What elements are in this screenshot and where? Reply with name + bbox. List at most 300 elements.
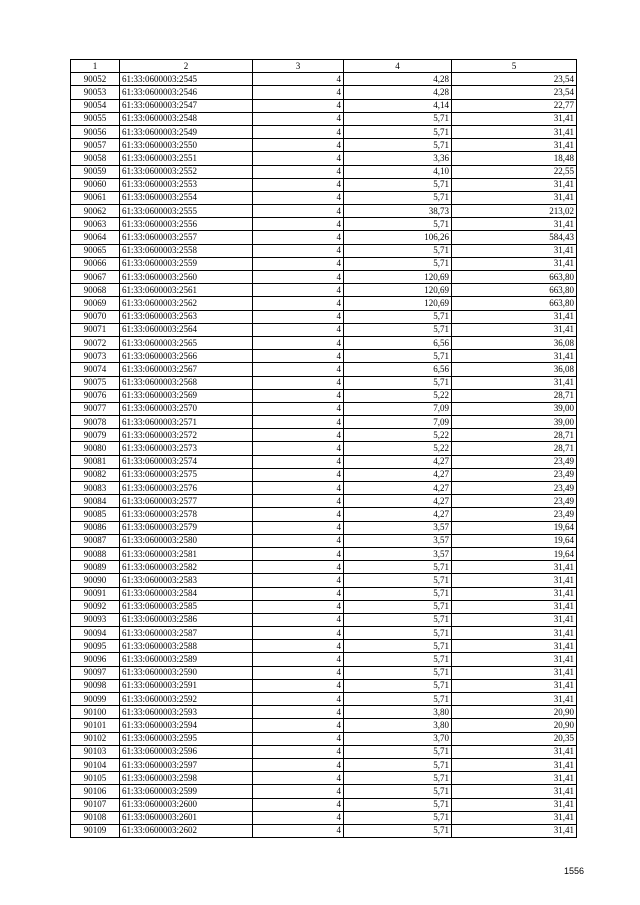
table-cell-col-3: 4 xyxy=(253,640,344,653)
table-cell-col-2: 61:33:0600003:2588 xyxy=(120,640,253,653)
table-cell-col-1: 90054 xyxy=(71,99,120,112)
table-cell-col-1: 90075 xyxy=(71,376,120,389)
table-cell-col-3: 4 xyxy=(253,534,344,547)
table-row xyxy=(71,732,577,745)
table-cell-col-5: 31,41 xyxy=(452,772,577,785)
table-cell-col-5: 31,41 xyxy=(452,745,577,758)
table-cell-col-5: 31,41 xyxy=(452,257,577,270)
table-cell-col-1: 90099 xyxy=(71,693,120,706)
table-cell-col-1: 90083 xyxy=(71,482,120,495)
table-cell-col-5: 28,71 xyxy=(452,429,577,442)
table-cell-col-2: 61:33:0600003:2557 xyxy=(120,231,253,244)
table-cell-col-5: 39,00 xyxy=(452,402,577,415)
table-cell-col-2: 61:33:0600003:2548 xyxy=(120,112,253,125)
table-cell-col-2: 61:33:0600003:2595 xyxy=(120,732,253,745)
table-row xyxy=(71,152,577,165)
table-cell-col-1: 90103 xyxy=(71,745,120,758)
table-cell-col-3: 4 xyxy=(253,310,344,323)
table-cell-col-2: 61:33:0600003:2560 xyxy=(120,271,253,284)
table-cell-col-3: 4 xyxy=(253,350,344,363)
table-cell-col-4: 7,09 xyxy=(344,416,452,429)
table-cell-col-1: 90060 xyxy=(71,178,120,191)
table-cell-col-2: 61:33:0600003:2553 xyxy=(120,178,253,191)
table-cell-col-3: 4 xyxy=(253,402,344,415)
table-cell-col-2: 61:33:0600003:2600 xyxy=(120,798,253,811)
table-row xyxy=(71,389,577,402)
table-cell-col-3: 4 xyxy=(253,218,344,231)
table-cell-col-3: 4 xyxy=(253,139,344,152)
table-cell-col-4: 3,57 xyxy=(344,521,452,534)
table-cell-col-4: 5,71 xyxy=(344,758,452,771)
table-cell-col-1: 90082 xyxy=(71,468,120,481)
table-cell-col-2: 61:33:0600003:2578 xyxy=(120,508,253,521)
table-row xyxy=(71,257,577,270)
table-cell-col-5: 20,35 xyxy=(452,732,577,745)
column-header-1: 1 xyxy=(71,60,120,73)
table-cell-col-5: 31,41 xyxy=(452,191,577,204)
table-cell-col-3: 4 xyxy=(253,455,344,468)
table-row xyxy=(71,811,577,824)
table-row xyxy=(71,323,577,336)
table-row xyxy=(71,297,577,310)
table-cell-col-5: 22,77 xyxy=(452,99,577,112)
table-cell-col-3: 4 xyxy=(253,811,344,824)
table-cell-col-2: 61:33:0600003:2570 xyxy=(120,402,253,415)
table-cell-col-1: 90071 xyxy=(71,323,120,336)
table-cell-col-2: 61:33:0600003:2594 xyxy=(120,719,253,732)
table-cell-col-3: 4 xyxy=(253,798,344,811)
table-cell-col-3: 4 xyxy=(253,178,344,191)
table-row xyxy=(71,679,577,692)
table-row xyxy=(71,231,577,244)
table-row xyxy=(71,139,577,152)
table-cell-col-1: 90089 xyxy=(71,561,120,574)
table-body xyxy=(71,73,577,838)
table-cell-col-3: 4 xyxy=(253,785,344,798)
table-cell-col-3: 4 xyxy=(253,429,344,442)
table-cell-col-3: 4 xyxy=(253,152,344,165)
table-cell-col-3: 4 xyxy=(253,244,344,257)
table-cell-col-1: 90076 xyxy=(71,389,120,402)
column-header-4: 4 xyxy=(344,60,452,73)
table-row xyxy=(71,706,577,719)
table-cell-col-2: 61:33:0600003:2568 xyxy=(120,376,253,389)
table-row xyxy=(71,99,577,112)
table-cell-col-2: 61:33:0600003:2558 xyxy=(120,244,253,257)
table-row xyxy=(71,495,577,508)
table-cell-col-1: 90077 xyxy=(71,402,120,415)
table-cell-col-4: 4,28 xyxy=(344,73,452,86)
table-cell-col-3: 4 xyxy=(253,547,344,560)
table-cell-col-1: 90063 xyxy=(71,218,120,231)
table-cell-col-3: 4 xyxy=(253,745,344,758)
data-table xyxy=(70,59,577,838)
table-cell-col-4: 5,71 xyxy=(344,772,452,785)
table-cell-col-1: 90086 xyxy=(71,521,120,534)
table-cell-col-3: 4 xyxy=(253,587,344,600)
table-cell-col-4: 3,70 xyxy=(344,732,452,745)
table-cell-col-2: 61:33:0600003:2547 xyxy=(120,99,253,112)
table-row xyxy=(71,547,577,560)
table-cell-col-2: 61:33:0600003:2545 xyxy=(120,73,253,86)
table-cell-col-1: 90107 xyxy=(71,798,120,811)
table-cell-col-1: 90052 xyxy=(71,73,120,86)
table-row xyxy=(71,363,577,376)
table-cell-col-5: 31,41 xyxy=(452,640,577,653)
table-cell-col-5: 31,41 xyxy=(452,693,577,706)
table-cell-col-2: 61:33:0600003:2546 xyxy=(120,86,253,99)
table-cell-col-5: 36,08 xyxy=(452,363,577,376)
table-cell-col-1: 90068 xyxy=(71,284,120,297)
table-cell-col-4: 5,71 xyxy=(344,824,452,837)
table-cell-col-2: 61:33:0600003:2597 xyxy=(120,758,253,771)
table-cell-col-1: 90090 xyxy=(71,574,120,587)
table-cell-col-5: 20,90 xyxy=(452,719,577,732)
table-row xyxy=(71,666,577,679)
table-row xyxy=(71,178,577,191)
table-cell-col-2: 61:33:0600003:2584 xyxy=(120,587,253,600)
table-cell-col-2: 61:33:0600003:2602 xyxy=(120,824,253,837)
table-cell-col-4: 5,71 xyxy=(344,178,452,191)
table-row xyxy=(71,574,577,587)
table-cell-col-4: 7,09 xyxy=(344,402,452,415)
table-cell-col-1: 90055 xyxy=(71,112,120,125)
table-cell-col-3: 4 xyxy=(253,416,344,429)
table-cell-col-2: 61:33:0600003:2556 xyxy=(120,218,253,231)
table-row xyxy=(71,521,577,534)
table-cell-col-1: 90058 xyxy=(71,152,120,165)
table-cell-col-5: 213,02 xyxy=(452,205,577,218)
table-cell-col-5: 31,41 xyxy=(452,627,577,640)
table-cell-col-2: 61:33:0600003:2565 xyxy=(120,336,253,349)
table-cell-col-1: 90070 xyxy=(71,310,120,323)
table-cell-col-3: 4 xyxy=(253,732,344,745)
table-cell-col-1: 90109 xyxy=(71,824,120,837)
table-row xyxy=(71,442,577,455)
table-header-row xyxy=(71,60,577,73)
table-cell-col-3: 4 xyxy=(253,231,344,244)
table-cell-col-2: 61:33:0600003:2585 xyxy=(120,600,253,613)
table-row xyxy=(71,640,577,653)
table-cell-col-4: 5,71 xyxy=(344,613,452,626)
table-cell-col-1: 90108 xyxy=(71,811,120,824)
table-row xyxy=(71,191,577,204)
table-row xyxy=(71,613,577,626)
table-cell-col-2: 61:33:0600003:2582 xyxy=(120,561,253,574)
table-cell-col-4: 5,71 xyxy=(344,666,452,679)
table-cell-col-4: 5,71 xyxy=(344,574,452,587)
table-cell-col-3: 4 xyxy=(253,99,344,112)
table-cell-col-2: 61:33:0600003:2566 xyxy=(120,350,253,363)
table-cell-col-4: 5,71 xyxy=(344,244,452,257)
table-cell-col-5: 19,64 xyxy=(452,521,577,534)
table-row xyxy=(71,86,577,99)
table-cell-col-2: 61:33:0600003:2576 xyxy=(120,482,253,495)
table-cell-col-3: 4 xyxy=(253,336,344,349)
table-cell-col-4: 5,71 xyxy=(344,811,452,824)
table-cell-col-3: 4 xyxy=(253,508,344,521)
table-cell-col-3: 4 xyxy=(253,758,344,771)
table-cell-col-4: 3,57 xyxy=(344,534,452,547)
table-cell-col-4: 5,71 xyxy=(344,561,452,574)
table-cell-col-1: 90094 xyxy=(71,627,120,640)
table-cell-col-1: 90105 xyxy=(71,772,120,785)
table-row xyxy=(71,482,577,495)
page-number: 1556 xyxy=(563,866,584,876)
table-cell-col-1: 90101 xyxy=(71,719,120,732)
table-cell-col-1: 90095 xyxy=(71,640,120,653)
table-cell-col-1: 90072 xyxy=(71,336,120,349)
table-cell-col-5: 28,71 xyxy=(452,442,577,455)
table-cell-col-1: 90059 xyxy=(71,165,120,178)
table-cell-col-4: 5,71 xyxy=(344,679,452,692)
table-cell-col-4: 4,27 xyxy=(344,455,452,468)
table-cell-col-5: 31,41 xyxy=(452,679,577,692)
table-cell-col-5: 31,41 xyxy=(452,574,577,587)
table-cell-col-4: 5,71 xyxy=(344,310,452,323)
table-cell-col-4: 5,71 xyxy=(344,587,452,600)
table-cell-col-3: 4 xyxy=(253,323,344,336)
table-cell-col-4: 5,71 xyxy=(344,653,452,666)
table-cell-col-1: 90091 xyxy=(71,587,120,600)
table-row xyxy=(71,600,577,613)
table-cell-col-2: 61:33:0600003:2552 xyxy=(120,165,253,178)
table-row xyxy=(71,719,577,732)
table-cell-col-5: 31,41 xyxy=(452,178,577,191)
table-cell-col-2: 61:33:0600003:2598 xyxy=(120,772,253,785)
table-cell-col-3: 4 xyxy=(253,495,344,508)
table-cell-col-5: 584,43 xyxy=(452,231,577,244)
table-row xyxy=(71,218,577,231)
table-cell-col-3: 4 xyxy=(253,706,344,719)
table-cell-col-3: 4 xyxy=(253,521,344,534)
table-row xyxy=(71,587,577,600)
table-cell-col-4: 5,71 xyxy=(344,785,452,798)
table-cell-col-5: 31,41 xyxy=(452,587,577,600)
table-cell-col-1: 90061 xyxy=(71,191,120,204)
table-cell-col-2: 61:33:0600003:2596 xyxy=(120,745,253,758)
table-row xyxy=(71,73,577,86)
table-cell-col-1: 90078 xyxy=(71,416,120,429)
table-cell-col-2: 61:33:0600003:2589 xyxy=(120,653,253,666)
table-cell-col-4: 4,27 xyxy=(344,468,452,481)
table-cell-col-2: 61:33:0600003:2593 xyxy=(120,706,253,719)
table-cell-col-2: 61:33:0600003:2564 xyxy=(120,323,253,336)
table-row xyxy=(71,112,577,125)
table-cell-col-3: 4 xyxy=(253,363,344,376)
table-cell-col-2: 61:33:0600003:2601 xyxy=(120,811,253,824)
table-cell-col-2: 61:33:0600003:2551 xyxy=(120,152,253,165)
table-row xyxy=(71,758,577,771)
table-cell-col-3: 4 xyxy=(253,679,344,692)
table-cell-col-1: 90057 xyxy=(71,139,120,152)
table-cell-col-4: 120,69 xyxy=(344,271,452,284)
table-cell-col-3: 4 xyxy=(253,719,344,732)
table-cell-col-3: 4 xyxy=(253,666,344,679)
table-cell-col-1: 90084 xyxy=(71,495,120,508)
table-cell-col-3: 4 xyxy=(253,86,344,99)
table-cell-col-4: 106,26 xyxy=(344,231,452,244)
table-cell-col-2: 61:33:0600003:2599 xyxy=(120,785,253,798)
column-header-5: 5 xyxy=(452,60,577,73)
table-cell-col-2: 61:33:0600003:2561 xyxy=(120,284,253,297)
table-cell-col-1: 90066 xyxy=(71,257,120,270)
table-cell-col-2: 61:33:0600003:2572 xyxy=(120,429,253,442)
table-cell-col-3: 4 xyxy=(253,376,344,389)
table-cell-col-3: 4 xyxy=(253,613,344,626)
table-cell-col-5: 23,49 xyxy=(452,455,577,468)
table-cell-col-3: 4 xyxy=(253,772,344,785)
table-cell-col-1: 90053 xyxy=(71,86,120,99)
table-cell-col-5: 18,48 xyxy=(452,152,577,165)
table-row xyxy=(71,376,577,389)
table-row xyxy=(71,271,577,284)
table-cell-col-1: 90085 xyxy=(71,508,120,521)
table-row xyxy=(71,561,577,574)
table-cell-col-3: 4 xyxy=(253,73,344,86)
table-cell-col-1: 90097 xyxy=(71,666,120,679)
table-row xyxy=(71,772,577,785)
table-row xyxy=(71,402,577,415)
table-cell-col-3: 4 xyxy=(253,297,344,310)
table-cell-col-3: 4 xyxy=(253,693,344,706)
table-cell-col-1: 90102 xyxy=(71,732,120,745)
table-cell-col-3: 4 xyxy=(253,574,344,587)
table-cell-col-1: 90064 xyxy=(71,231,120,244)
table-row xyxy=(71,534,577,547)
table-cell-col-5: 31,41 xyxy=(452,811,577,824)
table-cell-col-4: 3,36 xyxy=(344,152,452,165)
table-cell-col-1: 90079 xyxy=(71,429,120,442)
table-cell-col-3: 4 xyxy=(253,205,344,218)
table-cell-col-1: 90081 xyxy=(71,455,120,468)
table-cell-col-2: 61:33:0600003:2559 xyxy=(120,257,253,270)
table-cell-col-4: 5,71 xyxy=(344,693,452,706)
table-cell-col-4: 4,10 xyxy=(344,165,452,178)
table-cell-col-3: 4 xyxy=(253,165,344,178)
table-row xyxy=(71,798,577,811)
table-cell-col-4: 5,71 xyxy=(344,627,452,640)
table-cell-col-2: 61:33:0600003:2586 xyxy=(120,613,253,626)
table-row xyxy=(71,508,577,521)
table-cell-col-4: 5,71 xyxy=(344,191,452,204)
table-cell-col-1: 90100 xyxy=(71,706,120,719)
table-cell-col-4: 120,69 xyxy=(344,284,452,297)
table-cell-col-4: 6,56 xyxy=(344,336,452,349)
table-cell-col-5: 663,80 xyxy=(452,284,577,297)
table-row xyxy=(71,165,577,178)
table-row xyxy=(71,455,577,468)
table-row xyxy=(71,350,577,363)
table-cell-col-1: 90104 xyxy=(71,758,120,771)
table-cell-col-5: 36,08 xyxy=(452,336,577,349)
table-cell-col-2: 61:33:0600003:2569 xyxy=(120,389,253,402)
table-cell-col-2: 61:33:0600003:2590 xyxy=(120,666,253,679)
table-cell-col-5: 31,41 xyxy=(452,785,577,798)
table-cell-col-4: 5,22 xyxy=(344,389,452,402)
table-cell-col-2: 61:33:0600003:2575 xyxy=(120,468,253,481)
table-row xyxy=(71,205,577,218)
table-row xyxy=(71,125,577,138)
column-header-3: 3 xyxy=(253,60,344,73)
table-cell-col-4: 4,27 xyxy=(344,508,452,521)
table-cell-col-4: 5,22 xyxy=(344,442,452,455)
table-cell-col-5: 31,41 xyxy=(452,218,577,231)
table-cell-col-5: 23,49 xyxy=(452,468,577,481)
table-cell-col-5: 28,71 xyxy=(452,389,577,402)
table-cell-col-1: 90106 xyxy=(71,785,120,798)
table-cell-col-2: 61:33:0600003:2567 xyxy=(120,363,253,376)
table-cell-col-3: 4 xyxy=(253,627,344,640)
table-cell-col-2: 61:33:0600003:2554 xyxy=(120,191,253,204)
table-cell-col-4: 5,22 xyxy=(344,429,452,442)
table-cell-col-4: 5,71 xyxy=(344,112,452,125)
table-cell-col-2: 61:33:0600003:2563 xyxy=(120,310,253,323)
table-cell-col-3: 4 xyxy=(253,824,344,837)
table-row xyxy=(71,336,577,349)
table-row xyxy=(71,653,577,666)
table-cell-col-3: 4 xyxy=(253,442,344,455)
table-cell-col-5: 23,49 xyxy=(452,495,577,508)
table-cell-col-2: 61:33:0600003:2592 xyxy=(120,693,253,706)
table-cell-col-2: 61:33:0600003:2574 xyxy=(120,455,253,468)
table-cell-col-3: 4 xyxy=(253,561,344,574)
table-cell-col-4: 120,69 xyxy=(344,297,452,310)
table-cell-col-4: 3,80 xyxy=(344,719,452,732)
table-cell-col-4: 3,80 xyxy=(344,706,452,719)
table-cell-col-5: 23,54 xyxy=(452,73,577,86)
table-cell-col-3: 4 xyxy=(253,271,344,284)
table-cell-col-5: 31,41 xyxy=(452,561,577,574)
table-row xyxy=(71,627,577,640)
table-cell-col-2: 61:33:0600003:2550 xyxy=(120,139,253,152)
table-cell-col-4: 4,27 xyxy=(344,482,452,495)
table-cell-col-3: 4 xyxy=(253,389,344,402)
table-cell-col-3: 4 xyxy=(253,482,344,495)
table-cell-col-1: 90067 xyxy=(71,271,120,284)
table-cell-col-5: 663,80 xyxy=(452,271,577,284)
table-cell-col-2: 61:33:0600003:2579 xyxy=(120,521,253,534)
table-cell-col-2: 61:33:0600003:2580 xyxy=(120,534,253,547)
table-cell-col-5: 31,41 xyxy=(452,600,577,613)
table-row xyxy=(71,785,577,798)
table-row xyxy=(71,468,577,481)
table-cell-col-5: 31,41 xyxy=(452,376,577,389)
table-cell-col-2: 61:33:0600003:2571 xyxy=(120,416,253,429)
table-cell-col-4: 5,71 xyxy=(344,218,452,231)
table-cell-col-5: 31,41 xyxy=(452,323,577,336)
column-header-2: 2 xyxy=(120,60,253,73)
table-cell-col-3: 4 xyxy=(253,284,344,297)
table-row xyxy=(71,416,577,429)
table-cell-col-3: 4 xyxy=(253,468,344,481)
table-cell-col-5: 39,00 xyxy=(452,416,577,429)
table-cell-col-2: 61:33:0600003:2587 xyxy=(120,627,253,640)
table-cell-col-2: 61:33:0600003:2549 xyxy=(120,125,253,138)
table-cell-col-5: 31,41 xyxy=(452,139,577,152)
table-cell-col-5: 31,41 xyxy=(452,824,577,837)
table-cell-col-5: 19,64 xyxy=(452,534,577,547)
table-cell-col-3: 4 xyxy=(253,257,344,270)
table-cell-col-2: 61:33:0600003:2577 xyxy=(120,495,253,508)
table-cell-col-4: 4,27 xyxy=(344,495,452,508)
table-cell-col-5: 31,41 xyxy=(452,112,577,125)
table-cell-col-1: 90065 xyxy=(71,244,120,257)
table-cell-col-5: 31,41 xyxy=(452,798,577,811)
table-cell-col-4: 4,28 xyxy=(344,86,452,99)
table-cell-col-4: 5,71 xyxy=(344,350,452,363)
table-cell-col-4: 5,71 xyxy=(344,376,452,389)
